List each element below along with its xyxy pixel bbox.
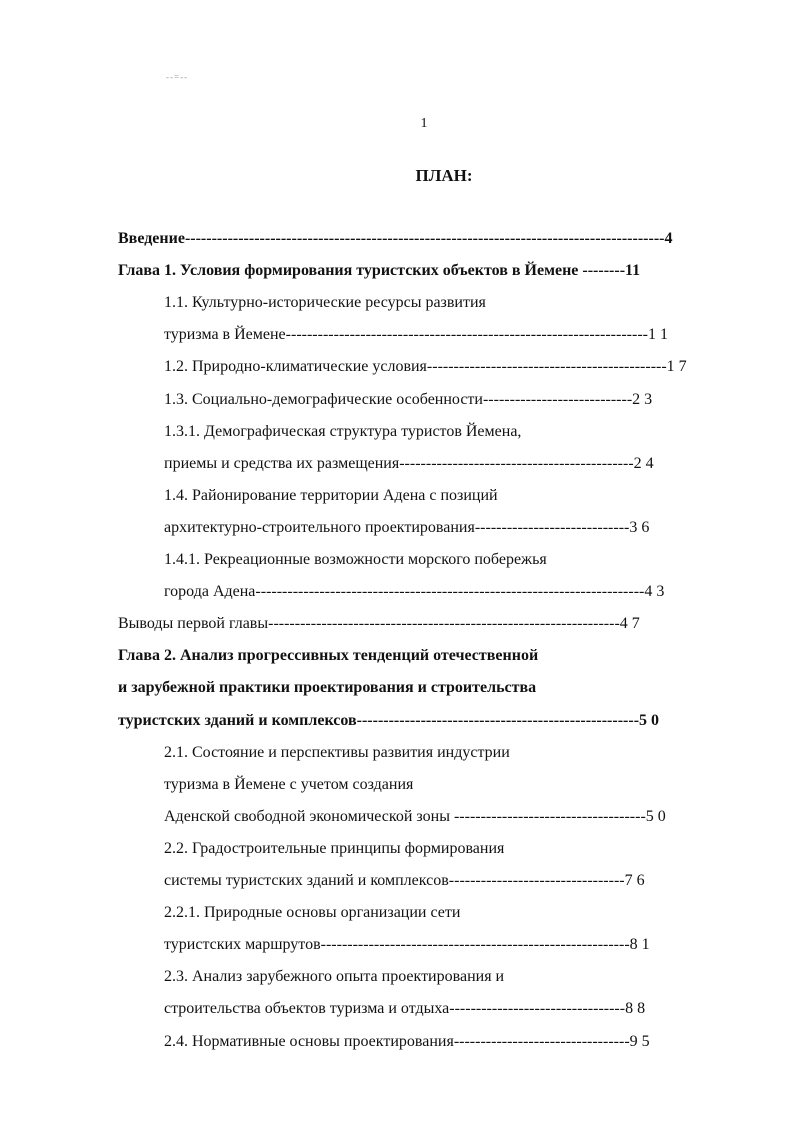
toc-line: Выводы первой главы------------------------------------------------------------------4 7: [118, 615, 640, 632]
toc-line: туризма в Йемене--------------------------------------------------------------------1 1: [164, 326, 668, 343]
toc-line: 2.2. Градостроительные принципы формирования: [164, 840, 505, 857]
toc-line: туристских зданий и комплексов-----------------------------------------------------5 0: [118, 712, 660, 729]
toc-line: 2.2.1. Природные основы организации сети: [164, 904, 461, 921]
toc-line: 1.4.1. Рекреационные возможности морского побережья: [164, 551, 547, 568]
toc-line: строительства объектов туризма и отдыха---------------------------------8 8: [164, 1000, 646, 1017]
toc-line: 2.3. Анализ зарубежного опыта проектирования и: [164, 968, 505, 985]
toc-line: и зарубежной практики проектирования и строительства: [118, 679, 537, 696]
toc-line: Глава 2. Анализ прогрессивных тенденций отечественной: [118, 647, 539, 664]
toc-line: туристских маршрутов----------------------------------------------------------8 1: [164, 936, 650, 953]
toc-line: 1.1. Культурно-исторические ресурсы развития: [164, 294, 486, 311]
plan-title: ПЛАН:: [415, 166, 473, 185]
toc-line: архитектурно-строительного проектирования-----------------------------3 6: [164, 519, 650, 536]
toc-line: 1.3. Социально-демографические особенности----------------------------2 3: [164, 391, 653, 408]
toc-line: 1.3.1. Демографическая структура туристов Йемена,: [164, 423, 522, 440]
toc-line: Глава 1. Условия формирования туристских объектов в Йемене --------11: [118, 262, 641, 279]
toc-line: Аденской свободной экономической зоны ------------------------------------5 0: [164, 808, 666, 825]
toc-line: 2.4. Нормативные основы проектирования---------------------------------9 5: [164, 1033, 650, 1050]
toc-line: 1.4. Районирование территории Адена с позиций: [164, 487, 498, 504]
toc-line: туризма в Йемене с учетом создания: [164, 776, 414, 793]
toc-line: приемы и средства их размещения--------------------------------------------2 4: [164, 455, 654, 472]
toc-line: Введение------------------------------------------------------------------------------------------4: [118, 230, 673, 247]
toc-line: системы туристских зданий и комплексов---------------------------------7 6: [164, 872, 645, 889]
toc-line: 2.1. Состояние и перспективы развития индустрии: [164, 744, 510, 761]
toc-line: 1.2. Природно-климатические условия---------------------------------------------1 7: [164, 358, 687, 375]
scan-mark: --=--: [166, 72, 189, 82]
page-number: 1: [420, 116, 428, 131]
toc-line: города Адена-------------------------------------------------------------------------4 3: [164, 583, 665, 600]
